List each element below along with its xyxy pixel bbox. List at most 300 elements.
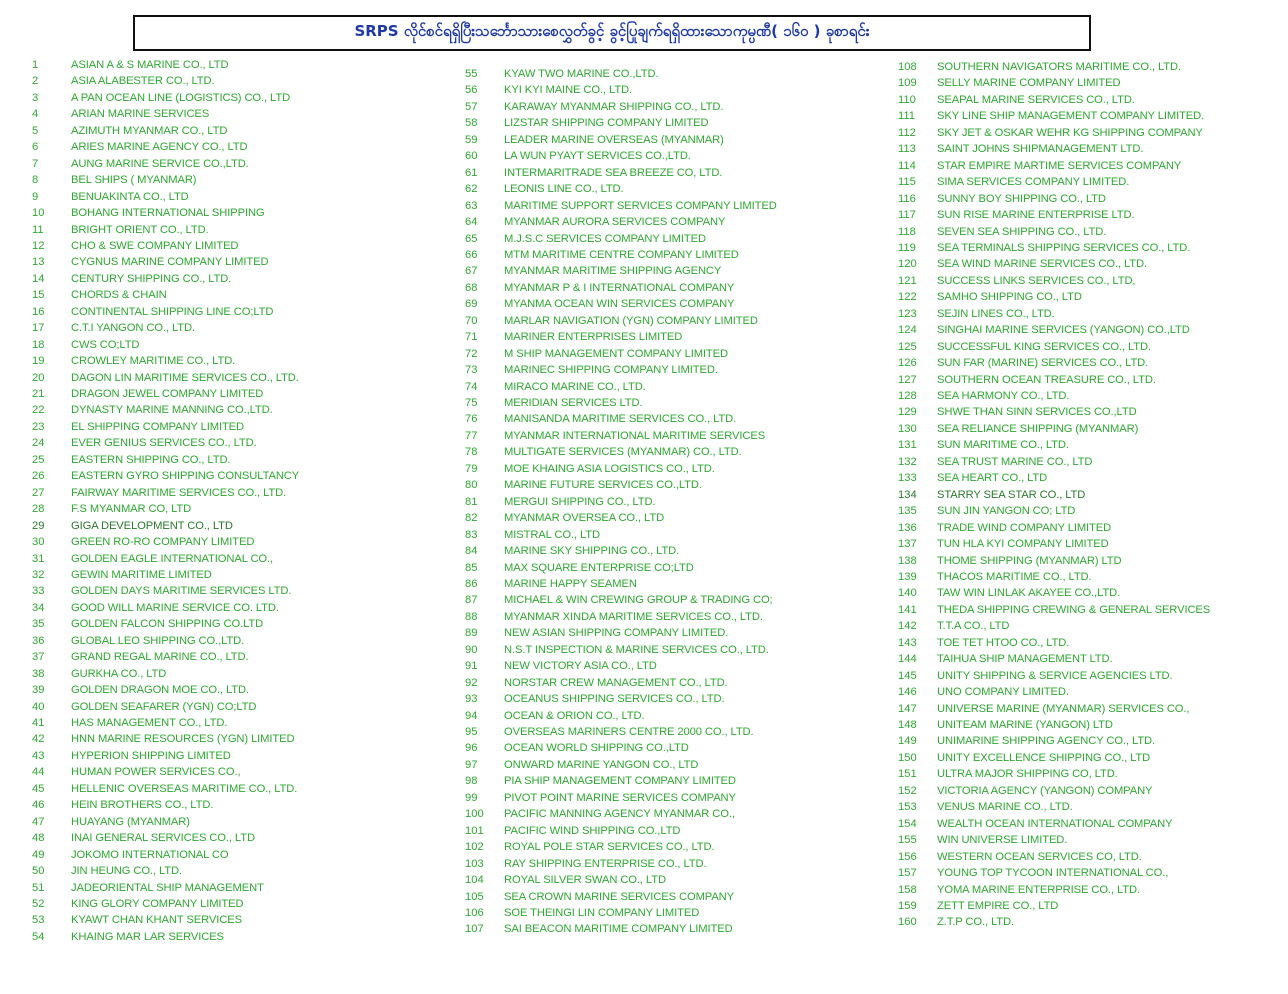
item-number: 20 [32, 371, 45, 384]
item-number: 34 [32, 601, 45, 614]
item-number: 22 [32, 404, 45, 417]
item-number: 121 [898, 274, 917, 287]
company-name: MICHAEL & WIN CREWING GROUP & TRADING CO; [504, 594, 773, 607]
company-name: EASTERN SHIPPING CO., LTD. [71, 453, 231, 466]
company-name: CONTINENTAL SHIPPING LINE CO;LTD [71, 305, 274, 318]
item-number: 144 [898, 653, 917, 666]
item-number: 119 [898, 241, 916, 254]
company-name: WESTERN OCEAN SERVICES CO, LTD. [937, 850, 1142, 863]
company-name: THACOS MARITIME CO., LTD. [937, 570, 1092, 583]
item-number: 52 [32, 897, 45, 910]
item-number: 27 [32, 486, 45, 499]
company-name: MARINE HAPPY SEAMEN [504, 577, 637, 590]
company-name: M SHIP MANAGEMENT COMPANY LIMITED [504, 347, 729, 360]
item-number: 55 [465, 68, 478, 80]
company-name: MERIDIAN SERVICES LTD. [504, 397, 643, 409]
item-number: 124 [898, 324, 917, 337]
company-name: GOLDEN FALCON SHIPPING CO.LTD [71, 618, 264, 631]
company-name: BEL SHIPS ( MYANMAR) [71, 174, 197, 187]
company-name: T.T.A CO., LTD [937, 620, 1010, 633]
company-name: GLOBAL LEO SHIPPING CO.,LTD. [71, 634, 245, 647]
company-name: GOLDEN DRAGON MOE CO., LTD. [71, 684, 249, 697]
item-number: 25 [32, 453, 45, 466]
company-name: SAINT JOHNS SHIPMANAGEMENT LTD. [937, 143, 1144, 156]
company-name: MYANMAR XINDA MARITIME SERVICES CO., LTD. [504, 610, 763, 623]
company-name: DAGON LIN MARITIME SERVICES CO., LTD. [71, 371, 299, 384]
company-name: MYANMA OCEAN WIN SERVICES COMPANY [504, 298, 735, 311]
item-number: 69 [465, 298, 478, 311]
item-number: 88 [465, 610, 478, 623]
company-name: SEVEN SEA SHIPPING CO., LTD. [937, 225, 1107, 238]
company-name: MYANMAR INTERNATIONAL MARITIME SERVICES [504, 429, 766, 442]
company-name: WEALTH OCEAN INTERNATIONAL COMPANY [937, 817, 1173, 830]
company-name: HELLENIC OVERSEAS MARITIME CO., LTD. [71, 782, 298, 795]
item-number: 118 [898, 225, 916, 238]
item-number: 156 [898, 850, 917, 863]
item-number: 70 [465, 314, 478, 327]
item-number: 47 [32, 815, 45, 828]
company-name: THOME SHIPPING (MYANMAR) LTD [937, 554, 1122, 567]
item-number: 159 [898, 899, 917, 912]
company-name: DRAGON JEWEL COMPANY LIMITED [71, 388, 264, 400]
item-number: 33 [32, 585, 45, 598]
item-number: 80 [465, 479, 478, 492]
item-number: 116 [898, 192, 916, 205]
item-number: 160 [898, 916, 917, 929]
company-name: HYPERION SHIPPING LIMITED [71, 749, 231, 762]
item-number: 85 [465, 561, 478, 574]
item-number: 78 [465, 446, 478, 459]
company-name: ULTRA MAJOR SHIPPING CO, LTD. [937, 768, 1118, 781]
item-number: 50 [32, 865, 45, 878]
item-number: 54 [32, 930, 45, 943]
company-name: GREEN RO-RO COMPANY LIMITED [71, 536, 255, 549]
item-number: 103 [465, 857, 484, 870]
company-name: CHO & SWE COMPANY LIMITED [71, 239, 239, 252]
item-number: 97 [465, 758, 478, 771]
item-number: 41 [32, 717, 45, 729]
item-number: 44 [32, 766, 45, 779]
company-name: MOE KHAING ASIA LOGISTICS CO., LTD. [504, 462, 715, 475]
company-name: MARINEC SHIPPING COMPANY LIMITED. [504, 364, 718, 377]
company-name: AZIMUTH MYANMAR CO., LTD [71, 124, 228, 137]
company-name: CROWLEY MARITIME CO., LTD. [71, 355, 236, 368]
company-name: MARLAR NAVIGATION (YGN) COMPANY LIMITED [504, 314, 758, 327]
item-number: 91 [465, 660, 478, 673]
company-name: GOLDEN DAYS MARITIME SERVICES LTD. [71, 585, 292, 598]
item-number: 61 [465, 166, 478, 179]
company-name: ARIES MARINE AGENCY CO., LTD [71, 141, 248, 154]
company-name: CHORDS & CHAIN [71, 289, 167, 302]
item-number: 62 [465, 183, 478, 196]
company-name: STAR EMPIRE MARTIME SERVICES COMPANY [937, 159, 1182, 172]
company-name: SEA TRUST MARINE CO., LTD [937, 455, 1093, 468]
company-name: PIVOT POINT MARINE SERVICES COMPANY [504, 791, 736, 804]
company-name: MARINER ENTERPRISES LIMITED [504, 331, 683, 344]
company-name: INTERMARITRADE SEA BREEZE CO, LTD. [504, 166, 723, 179]
page-title: SRPS လိုင်စင်ရရှိပြီးသင်္ဘောသားစေလွှတ်ခွင့် ခွင့်ပြုချက်ရရှိထားသောကုမ္ပဏီ( ၁၆၀ ) ခုစာရင်း [133, 15, 1091, 51]
item-number: 128 [898, 390, 917, 402]
item-number: 74 [465, 380, 478, 393]
item-number: 68 [465, 281, 478, 294]
item-number: 86 [465, 577, 478, 590]
item-number: 155 [898, 834, 917, 847]
item-number: 141 [898, 603, 917, 616]
item-number: 71 [465, 331, 478, 344]
company-name: EVER GENIUS SERVICES CO., LTD. [71, 437, 257, 450]
item-number: 106 [465, 906, 484, 919]
company-name: SUCCESS LINKS SERVICES CO., LTD, [937, 274, 1136, 287]
company-name: UNO COMPANY LIMITED. [937, 686, 1069, 699]
item-number: 10 [32, 207, 45, 220]
item-number: 139 [898, 570, 917, 583]
item-number: 58 [465, 117, 478, 130]
item-number: 105 [465, 890, 484, 903]
company-name: MARITIME SUPPORT SERVICES COMPANY LIMITED [504, 199, 777, 212]
company-name: LIZSTAR SHIPPING COMPANY LIMITED [504, 117, 709, 130]
company-name: ZETT EMPIRE CO., LTD [937, 899, 1059, 912]
company-name: HNN MARINE RESOURCES (YGN) LIMITED [71, 733, 295, 746]
item-number: 104 [465, 874, 484, 887]
item-number: 30 [32, 536, 45, 549]
item-number: 16 [32, 305, 45, 318]
item-number: 120 [898, 258, 917, 271]
company-name: YOMA MARINE ENTERPRISE CO., LTD. [937, 883, 1140, 896]
company-name: LEADER MARINE OVERSEAS (MYANMAR) [504, 133, 724, 146]
item-number: 138 [898, 554, 917, 567]
company-name: SEA CROWN MARINE SERVICES COMPANY [504, 890, 735, 903]
item-number: 137 [898, 538, 917, 551]
company-name: CENTURY SHIPPING CO., LTD. [71, 272, 232, 285]
company-name: MYANMAR AURORA SERVICES COMPANY [504, 216, 726, 229]
item-number: 147 [898, 702, 917, 715]
company-name: SEA TERMINALS SHIPPING SERVICES CO., LTD. [937, 241, 1191, 254]
item-number: 65 [465, 232, 478, 245]
item-number: 39 [32, 684, 45, 697]
item-number: 12 [32, 239, 45, 252]
item-number: 150 [898, 751, 917, 764]
company-name: MYANMAR P & I INTERNATIONAL COMPANY [504, 281, 735, 294]
item-number: 149 [898, 735, 917, 748]
company-name: STARRY SEA STAR CO., LTD [937, 488, 1086, 501]
company-name: RAY SHIPPING ENTERPRISE CO., LTD. [504, 857, 707, 870]
item-number: 135 [898, 505, 917, 518]
item-number: 111 [898, 110, 916, 123]
item-number: 110 [898, 93, 916, 106]
item-number: 46 [32, 799, 45, 812]
company-name: NEW VICTORY ASIA CO., LTD [504, 660, 657, 673]
item-number: 56 [465, 84, 478, 97]
item-number: 123 [898, 307, 917, 320]
company-name: SUN FAR (MARINE) SERVICES CO., LTD. [937, 357, 1149, 370]
company-name: OVERSEAS MARINERS CENTRE 2000 CO., LTD. [504, 726, 754, 738]
item-number: 37 [32, 651, 45, 664]
item-number: 23 [32, 420, 45, 433]
company-name: THEDA SHIPPING CREWING & GENERAL SERVICES [937, 603, 1211, 616]
company-name: EL SHIPPING COMPANY LIMITED [71, 420, 245, 433]
company-name: SEAPAL MARINE SERVICES CO., LTD. [937, 93, 1135, 106]
item-number: 143 [898, 636, 917, 649]
item-number: 89 [465, 627, 478, 640]
item-number: 73 [465, 364, 478, 377]
item-number: 26 [32, 470, 45, 483]
company-name: MERGUI SHIPPING CO., LTD. [504, 495, 656, 508]
item-number: 59 [465, 133, 478, 146]
company-name: A PAN OCEAN LINE (LOGISTICS) CO., LTD [71, 91, 291, 104]
item-number: 115 [898, 176, 916, 189]
item-number: 81 [465, 495, 478, 508]
company-name: JOKOMO INTERNATIONAL CO [71, 848, 229, 861]
item-number: 36 [32, 634, 45, 647]
item-number: 79 [465, 462, 478, 475]
item-number: 14 [32, 272, 45, 285]
item-number: 7 [32, 157, 39, 170]
company-name: GRAND REGAL MARINE CO., LTD. [71, 651, 249, 664]
item-number: 154 [898, 817, 917, 830]
company-name: NEW ASIAN SHIPPING COMPANY LIMITED. [504, 627, 729, 640]
company-name: KARAWAY MYANMAR SHIPPING CO., LTD. [504, 100, 724, 113]
item-number: 109 [898, 77, 917, 90]
company-name: BENUAKINTA CO., LTD [71, 190, 189, 203]
item-number: 82 [465, 512, 478, 525]
item-number: 67 [465, 265, 478, 278]
company-name: CWS CO;LTD [71, 338, 140, 351]
item-number: 57 [465, 100, 478, 113]
company-name: SINGHAI MARINE SERVICES (YANGON) CO.,LTD [937, 324, 1190, 337]
company-name: SEA WIND MARINE SERVICES CO., LTD. [937, 258, 1148, 271]
item-number: 9 [32, 190, 39, 203]
item-number: 146 [898, 686, 917, 699]
company-name: MAX SQUARE ENTERPRISE CO;LTD [504, 561, 694, 574]
company-name: UNITY SHIPPING & SERVICE AGENCIES LTD. [937, 669, 1173, 682]
item-number: 42 [32, 733, 45, 746]
company-name: NORSTAR CREW MANAGEMENT CO., LTD. [504, 676, 728, 689]
item-number: 90 [465, 643, 478, 656]
item-number: 8 [32, 174, 39, 187]
company-name: PIA SHIP MANAGEMENT COMPANY LIMITED [504, 775, 736, 788]
item-number: 122 [898, 291, 917, 304]
company-name: OCEANUS SHIPPING SERVICES CO., LTD. [504, 693, 725, 706]
item-number: 125 [898, 340, 917, 353]
company-name: LEONIS LINE CO., LTD. [504, 183, 624, 196]
item-number: 152 [898, 784, 917, 797]
item-number: 24 [32, 437, 45, 450]
item-number: 48 [32, 832, 45, 845]
item-number: 64 [465, 216, 478, 229]
item-number: 35 [32, 618, 45, 631]
company-name: OCEAN WORLD SHIPPING CO.,LTD [504, 742, 689, 755]
company-name: WIN UNIVERSE LIMITED. [937, 834, 1068, 847]
item-number: 153 [898, 801, 917, 814]
item-number: 99 [465, 791, 478, 804]
company-name: INAI GENERAL SERVICES CO., LTD [71, 832, 255, 845]
company-name: SIMA SERVICES COMPANY LIMITED. [937, 176, 1130, 189]
item-number: 134 [898, 488, 917, 501]
company-name: GOLDEN SEAFARER (YGN) CO;LTD [71, 700, 257, 713]
item-number: 130 [898, 422, 917, 435]
item-number: 108 [898, 61, 917, 73]
company-name: OCEAN & ORION CO., LTD. [504, 709, 645, 722]
item-number: 95 [465, 726, 478, 738]
company-name: HUMAN POWER SERVICES CO., [71, 766, 241, 779]
item-number: 38 [32, 667, 45, 680]
item-number: 126 [898, 357, 917, 370]
company-name: GEWIN MARITIME LIMITED [71, 568, 212, 581]
company-name: GURKHA CO., LTD [71, 667, 167, 680]
company-name: SHWE THAN SINN SERVICES CO.,LTD [937, 406, 1137, 419]
item-number: 114 [898, 159, 916, 172]
item-number: 83 [465, 528, 478, 541]
company-name: SOE THEINGI LIN COMPANY LIMITED [504, 906, 700, 919]
company-name: F.S MYANMAR CO, LTD [71, 503, 192, 516]
company-name: TAIHUA SHIP MANAGEMENT LTD. [937, 653, 1113, 666]
item-number: 75 [465, 397, 478, 409]
item-number: 96 [465, 742, 478, 755]
item-number: 101 [465, 824, 484, 837]
item-number: 6 [32, 141, 39, 154]
company-name: HAS MANAGEMENT CO., LTD. [71, 717, 228, 729]
company-name: M.J.S.C SERVICES COMPANY LIMITED [504, 232, 706, 245]
company-name: FAIRWAY MARITIME SERVICES CO., LTD. [71, 486, 287, 499]
company-name: SUNNY BOY SHIPPING CO., LTD [937, 192, 1106, 205]
company-name: BOHANG INTERNATIONAL SHIPPING [71, 207, 265, 220]
company-name: UNITEAM MARINE (YANGON) LTD [937, 719, 1113, 731]
item-number: 132 [898, 455, 917, 468]
company-name: DYNASTY MARINE MANNING CO.,LTD. [71, 404, 273, 417]
item-number: 5 [32, 124, 39, 137]
item-number: 84 [465, 545, 478, 558]
company-name: UNITY EXCELLENCE SHIPPING CO., LTD [937, 751, 1151, 764]
company-name: MULTIGATE SERVICES (MYANMAR) CO., LTD. [504, 446, 742, 459]
company-name: GIGA DEVELOPMENT CO., LTD [71, 519, 233, 532]
company-name: SKY LINE SHIP MANAGEMENT COMPANY LIMITED. [937, 110, 1205, 123]
item-number: 18 [32, 338, 45, 351]
company-name: ROYAL POLE STAR SERVICES CO., LTD. [504, 841, 715, 854]
company-name: TOE TET HTOO CO., LTD. [937, 636, 1070, 649]
company-name: ASIAN A & S MARINE CO., LTD [71, 59, 229, 71]
item-number: 29 [32, 519, 45, 532]
item-number: 131 [898, 439, 917, 452]
item-number: 60 [465, 150, 478, 163]
company-name: SOUTHERN NAVIGATORS MARITIME CO., LTD. [937, 61, 1181, 73]
item-number: 32 [32, 568, 45, 581]
company-name: VICTORIA AGENCY (YANGON) COMPANY [937, 784, 1153, 797]
item-number: 40 [32, 700, 45, 713]
item-number: 49 [32, 848, 45, 861]
company-name: SKY JET & OSKAR WEHR KG SHIPPING COMPANY [937, 126, 1203, 139]
company-name: SAI BEACON MARITIME COMPANY LIMITED [504, 923, 733, 936]
item-number: 51 [32, 881, 45, 894]
company-name: MYANMAR OVERSEA CO., LTD [504, 512, 665, 525]
company-name: TRADE WIND COMPANY LIMITED [937, 521, 1112, 534]
company-name: MANISANDA MARITIME SERVICES CO., LTD. [504, 413, 737, 426]
item-number: 31 [32, 552, 45, 565]
item-number: 148 [898, 719, 917, 731]
company-name: Z.T.P CO., LTD. [937, 916, 1015, 929]
company-name: GOOD WILL MARINE SERVICE CO. LTD. [71, 601, 279, 614]
item-number: 11 [32, 223, 44, 236]
item-number: 93 [465, 693, 478, 706]
item-number: 17 [32, 322, 45, 335]
company-name: KYAW TWO MARINE CO.,LTD. [504, 68, 659, 80]
company-name: SUN JIN YANGON CO; LTD [937, 505, 1076, 518]
item-number: 127 [898, 373, 917, 386]
item-number: 13 [32, 256, 45, 269]
company-name: KYI KYI MAINE CO., LTD. [504, 84, 633, 97]
item-number: 45 [32, 782, 45, 795]
company-name: ASIA ALABESTER CO., LTD. [71, 75, 215, 88]
company-name: HEIN BROTHERS CO., LTD. [71, 799, 214, 812]
company-name: SEA RELIANCE SHIPPING (MYANMAR) [937, 422, 1139, 435]
company-name: SAMHO SHIPPING CO., LTD [937, 291, 1082, 304]
company-name: LA WUN PYAYT SERVICES CO.,LTD. [504, 150, 691, 163]
item-number: 157 [898, 867, 917, 880]
company-name: TUN HLA KYI COMPANY LIMITED [937, 538, 1109, 551]
item-number: 142 [898, 620, 917, 633]
item-number: 112 [898, 126, 916, 139]
item-number: 140 [898, 587, 917, 600]
item-number: 129 [898, 406, 917, 419]
company-name: ONWARD MARINE YANGON CO., LTD [504, 758, 699, 771]
item-number: 43 [32, 749, 45, 762]
item-number: 63 [465, 199, 478, 212]
item-number: 107 [465, 923, 484, 936]
item-number: 158 [898, 883, 917, 896]
item-number: 100 [465, 808, 484, 821]
company-name: HUAYANG (MYANMAR) [71, 815, 190, 828]
company-name: SOUTHERN OCEAN TREASURE CO., LTD. [937, 373, 1156, 386]
company-name: PACIFIC MANNING AGENCY MYANMAR CO., [504, 808, 735, 821]
item-number: 117 [898, 209, 916, 222]
company-name: PACIFIC WIND SHIPPING CO.,LTD [504, 824, 681, 837]
item-number: 4 [32, 108, 39, 121]
item-number: 19 [32, 355, 45, 368]
company-name: SEA HARMONY CO., LTD. [937, 390, 1070, 402]
company-name: MARINE FUTURE SERVICES CO.,LTD. [504, 479, 702, 492]
company-name: MYANMAR MARITIME SHIPPING AGENCY [504, 265, 722, 278]
item-number: 102 [465, 841, 484, 854]
company-name: UNIVERSE MARINE (MYANMAR) SERVICES CO., [937, 702, 1190, 715]
company-name: AUNG MARINE SERVICE CO.,LTD. [71, 157, 249, 170]
company-name: SEA HEART CO., LTD [937, 472, 1048, 485]
company-name: SUCCESSFUL KING SERVICES CO., LTD. [937, 340, 1151, 353]
company-name: GOLDEN EAGLE INTERNATIONAL CO., [71, 552, 274, 565]
company-name: TAW WIN LINLAK AKAYEE CO.,LTD. [937, 587, 1121, 600]
item-number: 92 [465, 676, 478, 689]
company-name: MIRACO MARINE CO., LTD. [504, 380, 646, 393]
company-name: JIN HEUNG CO., LTD. [71, 865, 183, 878]
item-number: 98 [465, 775, 478, 788]
company-name: SEJIN LINES CO., LTD. [937, 307, 1055, 320]
company-name: EASTERN GYRO SHIPPING CONSULTANCY [71, 470, 300, 483]
company-name: MISTRAL CO., LTD [504, 528, 600, 541]
company-name: MTM MARITIME CENTRE COMPANY LIMITED [504, 248, 739, 261]
item-number: 66 [465, 248, 478, 261]
company-name: C.T.I YANGON CO., LTD. [71, 322, 195, 335]
item-number: 145 [898, 669, 917, 682]
company-name: MARINE SKY SHIPPING CO., LTD. [504, 545, 680, 558]
company-name: UNIMARINE SHIPPING AGENCY CO., LTD. [937, 735, 1156, 748]
company-name: SELLY MARINE COMPANY LIMITED [937, 77, 1121, 90]
company-name: SUN RISE MARINE ENTERPRISE LTD. [937, 209, 1135, 222]
item-number: 1 [32, 59, 39, 71]
company-name: YOUNG TOP TYCOON INTERNATIONAL CO., [937, 867, 1169, 880]
company-name: N.S.T INSPECTION & MARINE SERVICES CO., LTD. [504, 643, 769, 656]
company-name: VENUS MARINE CO., LTD. [937, 801, 1073, 814]
item-number: 151 [898, 768, 917, 781]
company-name: ROYAL SILVER SWAN CO., LTD [504, 874, 666, 887]
item-number: 87 [465, 594, 478, 607]
